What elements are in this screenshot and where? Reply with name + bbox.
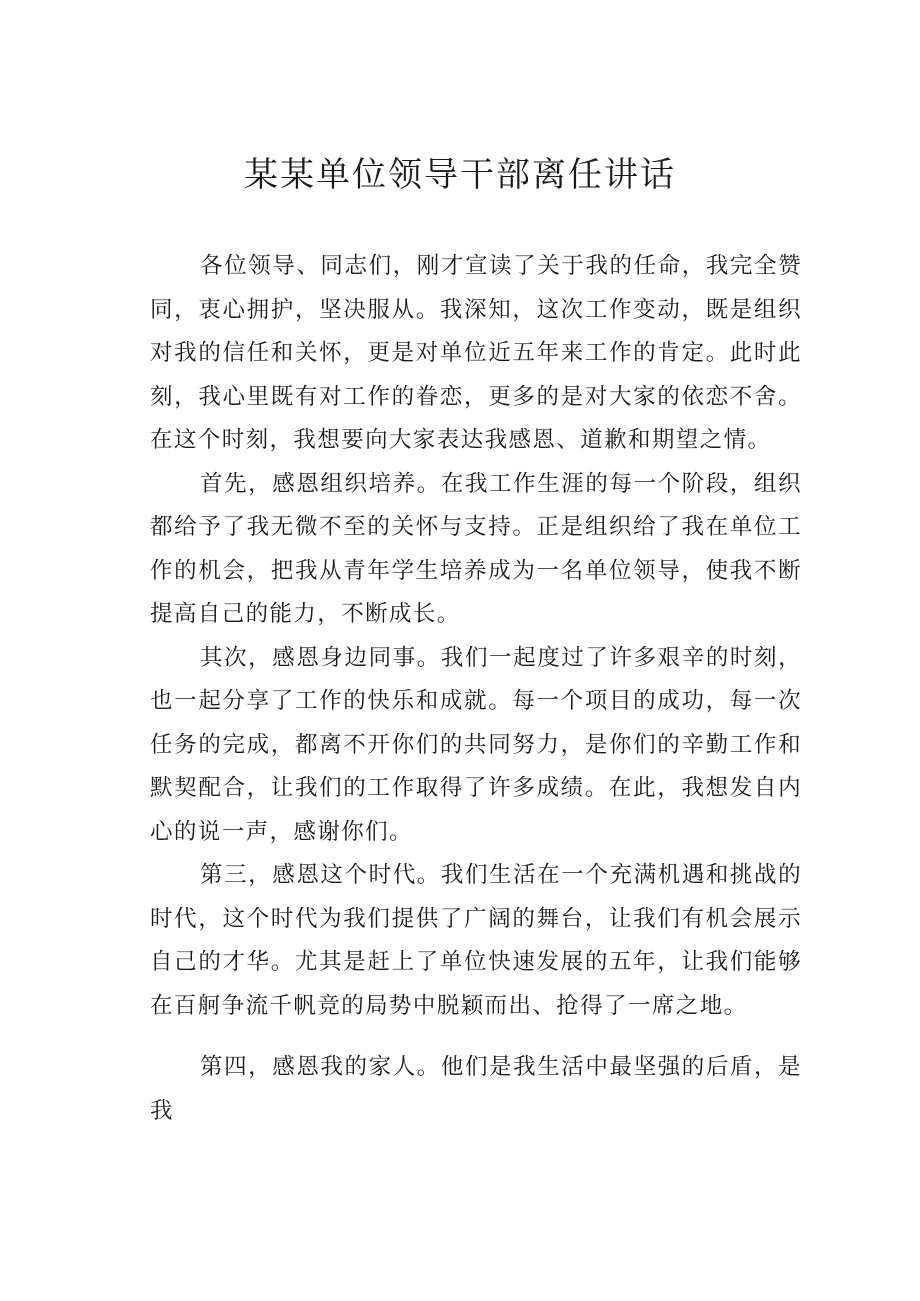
paragraph-gratitude-colleagues: 其次，感恩身边同事。我们一起度过了许多艰辛的时刻，也一起分享了工作的快乐和成就。每一个项目的成功，每一次任务的完成，都离不开你们的共同努力，是你们的辛勤工作和默契配合，让我们的工作取得了许多成绩。在此，我想发自内心的说一声，感谢你们。 [150,644,802,845]
paragraph-gratitude-era: 第三，感恩这个时代。我们生活在一个充满机遇和挑战的时代，这个时代为我们提供了广阔的舞台，让我们有机会展示自己的才华。尤其是赶上了单位快速发展的五年，让我们能够在百舸争流千帆竞的局势中脱颖而出、抢得了一席之地。 [150,862,802,1019]
paragraph-intro: 各位领导、同志们，刚才宣读了关于我的任命，我完全赞同，衷心拥护，坚决服从。我深知，这次工作变动，既是组织对我的信任和关怀，更是对单位近五年来工作的肯定。此时此刻，我心里既有对工作的眷恋，更多的是对大家的依恋不舍。在这个时刻，我想要向大家表达我感恩、道歉和期望之情。 [150,253,802,453]
paragraph-gratitude-family: 第四，感恩我的家人。他们是我生活中最坚强的后盾，是我 [150,1054,802,1124]
document-title: 某某单位领导干部离任讲话 [244,155,676,195]
document-body [150,245,802,1133]
paragraph-gratitude-organization: 首先，感恩组织培养。在我工作生涯的每一个阶段，组织都给予了我无微不至的关怀与支持。正是组织给了我在单位工作的机会，把我从青年学生培养成为一名单位领导，使我不断提高自己的能力，不断成长。 [150,470,802,627]
